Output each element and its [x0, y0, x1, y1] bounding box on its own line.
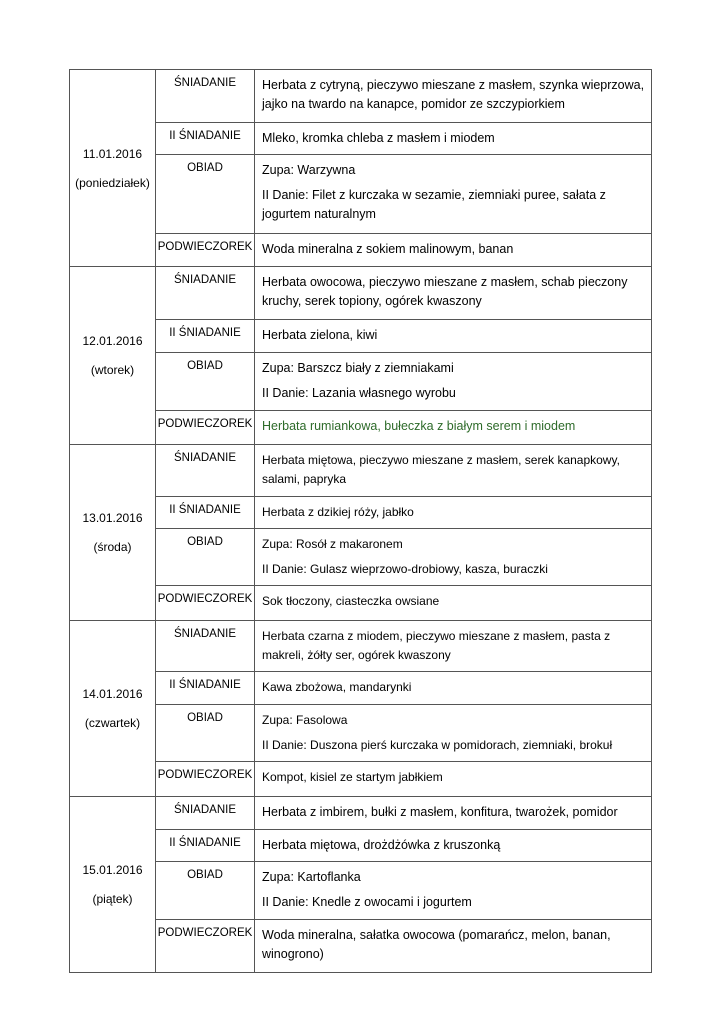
meal-description — [255, 411, 652, 445]
table-row — [70, 586, 652, 621]
date-label: 11.01.2016 — [82, 146, 143, 161]
table-row — [70, 445, 652, 497]
meal-description: Herbata miętowa, pieczywo mieszane z masłem, serek kanapkowy, salami, papryka — [255, 445, 652, 497]
table-row — [70, 830, 652, 862]
meal-description: Sok tłoczony, ciasteczka owsiane — [255, 586, 652, 621]
main-course-line: II Danie: Duszona pierś kurczaka w pomidorach, ziemniaki, brokuł — [262, 738, 613, 752]
date-cell — [70, 267, 156, 445]
meal-label: OBIAD — [156, 862, 255, 920]
date-cell — [70, 797, 156, 973]
meal-label: ŚNIADANIE — [156, 797, 255, 830]
soup-line: Zupa: Rosół z makaronem — [262, 537, 403, 551]
table-row — [70, 621, 652, 672]
meal-description: Herbata czarna z miodem, pieczywo mieszane z masłem, pasta z makreli, żółty ser, ogórek kwaszony — [255, 621, 652, 672]
meal-label: II ŚNIADANIE — [156, 672, 255, 705]
table-row — [70, 320, 652, 353]
table-row — [70, 862, 652, 920]
table-row — [70, 672, 652, 705]
meal-label: II ŚNIADANIE — [156, 497, 255, 529]
table-row — [70, 70, 652, 123]
highlighted-text: Herbata rumiankowa, bułeczka z białym serem i miodem — [262, 419, 576, 433]
main-course-line: II Danie: Knedle z owocami i jogurtem — [262, 895, 472, 909]
meal-label: OBIAD — [156, 353, 255, 411]
meal-description: Woda mineralna z sokiem malinowym, banan — [255, 234, 652, 267]
table-row — [70, 797, 652, 830]
meal-description: Herbata miętowa, drożdżówka z kruszonką — [255, 830, 652, 862]
table-row — [70, 497, 652, 529]
meal-description: Woda mineralna, sałatka owocowa (pomarańcz, melon, banan, winogrono) — [255, 920, 652, 973]
weekday-label: (czwartek) — [84, 716, 141, 730]
meal-description — [255, 705, 652, 762]
soup-line: Zupa: Warzywna — [262, 163, 356, 177]
table-row — [70, 123, 652, 155]
meal-label: OBIAD — [156, 705, 255, 762]
weekday-label: (wtorek) — [90, 363, 135, 377]
soup-line: Zupa: Fasolowa — [262, 713, 348, 727]
date-label: 15.01.2016 — [82, 863, 143, 877]
meal-description: Kompot, kisiel ze startym jabłkiem — [255, 762, 652, 797]
soup-line: Zupa: Barszcz biały z ziemniakami — [262, 361, 454, 375]
main-course-line: II Danie: Filet z kurczaka w sezamie, ziemniaki puree, sałata z jogurtem naturalnym — [262, 188, 606, 221]
meal-label: PODWIECZOREK — [156, 920, 255, 973]
meal-label: II ŚNIADANIE — [156, 123, 255, 155]
meal-description: Herbata owocowa, pieczywo mieszane z masłem, schab pieczony kruchy, serek topiony, ogórek kwaszony — [255, 267, 652, 320]
table-row — [70, 762, 652, 797]
table-row — [70, 920, 652, 973]
weekday-label: (poniedziałek) — [75, 175, 150, 190]
meal-description: Herbata z cytryną, pieczywo mieszane z masłem, szynka wieprzowa, jajko na twardo na kanapce, pomidor ze szczypiorkiem — [255, 70, 652, 123]
date-cell — [70, 70, 156, 267]
meal-description: Herbata z dzikiej róży, jabłko — [255, 497, 652, 529]
weekday-label: (środa) — [93, 540, 132, 554]
weekly-menu-table — [69, 69, 652, 973]
table-row — [70, 234, 652, 267]
meal-label: ŚNIADANIE — [156, 445, 255, 497]
table-row — [70, 155, 652, 234]
meal-label: PODWIECZOREK — [156, 234, 255, 267]
meal-label: II ŚNIADANIE — [156, 320, 255, 353]
table-row — [70, 267, 652, 320]
meal-label: ŚNIADANIE — [156, 621, 255, 672]
table-row — [70, 705, 652, 762]
main-course-line: II Danie: Lazania własnego wyrobu — [262, 386, 456, 400]
table-row — [70, 411, 652, 445]
date-label: 12.01.2016 — [82, 334, 143, 348]
date-cell — [70, 445, 156, 621]
meal-description: Herbata zielona, kiwi — [255, 320, 652, 353]
main-course-line: II Danie: Gulasz wieprzowo-drobiowy, kasza, buraczki — [262, 562, 548, 576]
meal-description — [255, 862, 652, 920]
meal-label: OBIAD — [156, 155, 255, 234]
date-cell — [70, 621, 156, 797]
meal-label: OBIAD — [156, 529, 255, 586]
meal-description: Mleko, kromka chleba z masłem i miodem — [255, 123, 652, 155]
meal-description — [255, 529, 652, 586]
meal-label: PODWIECZOREK — [156, 411, 255, 445]
date-label: 14.01.2016 — [82, 687, 143, 701]
meal-label: PODWIECZOREK — [156, 762, 255, 797]
meal-description — [255, 155, 652, 234]
meal-label: II ŚNIADANIE — [156, 830, 255, 862]
weekday-label: (piątek) — [92, 892, 133, 906]
meal-label: PODWIECZOREK — [156, 586, 255, 621]
meal-label: ŚNIADANIE — [156, 70, 255, 123]
table-row — [70, 353, 652, 411]
meal-description: Herbata z imbirem, bułki z masłem, konfitura, twarożek, pomidor — [255, 797, 652, 830]
meal-description: Kawa zbożowa, mandarynki — [255, 672, 652, 705]
table-row — [70, 529, 652, 586]
soup-line: Zupa: Kartoflanka — [262, 870, 361, 884]
date-label: 13.01.2016 — [82, 511, 143, 525]
meal-description — [255, 353, 652, 411]
meal-label: ŚNIADANIE — [156, 267, 255, 320]
